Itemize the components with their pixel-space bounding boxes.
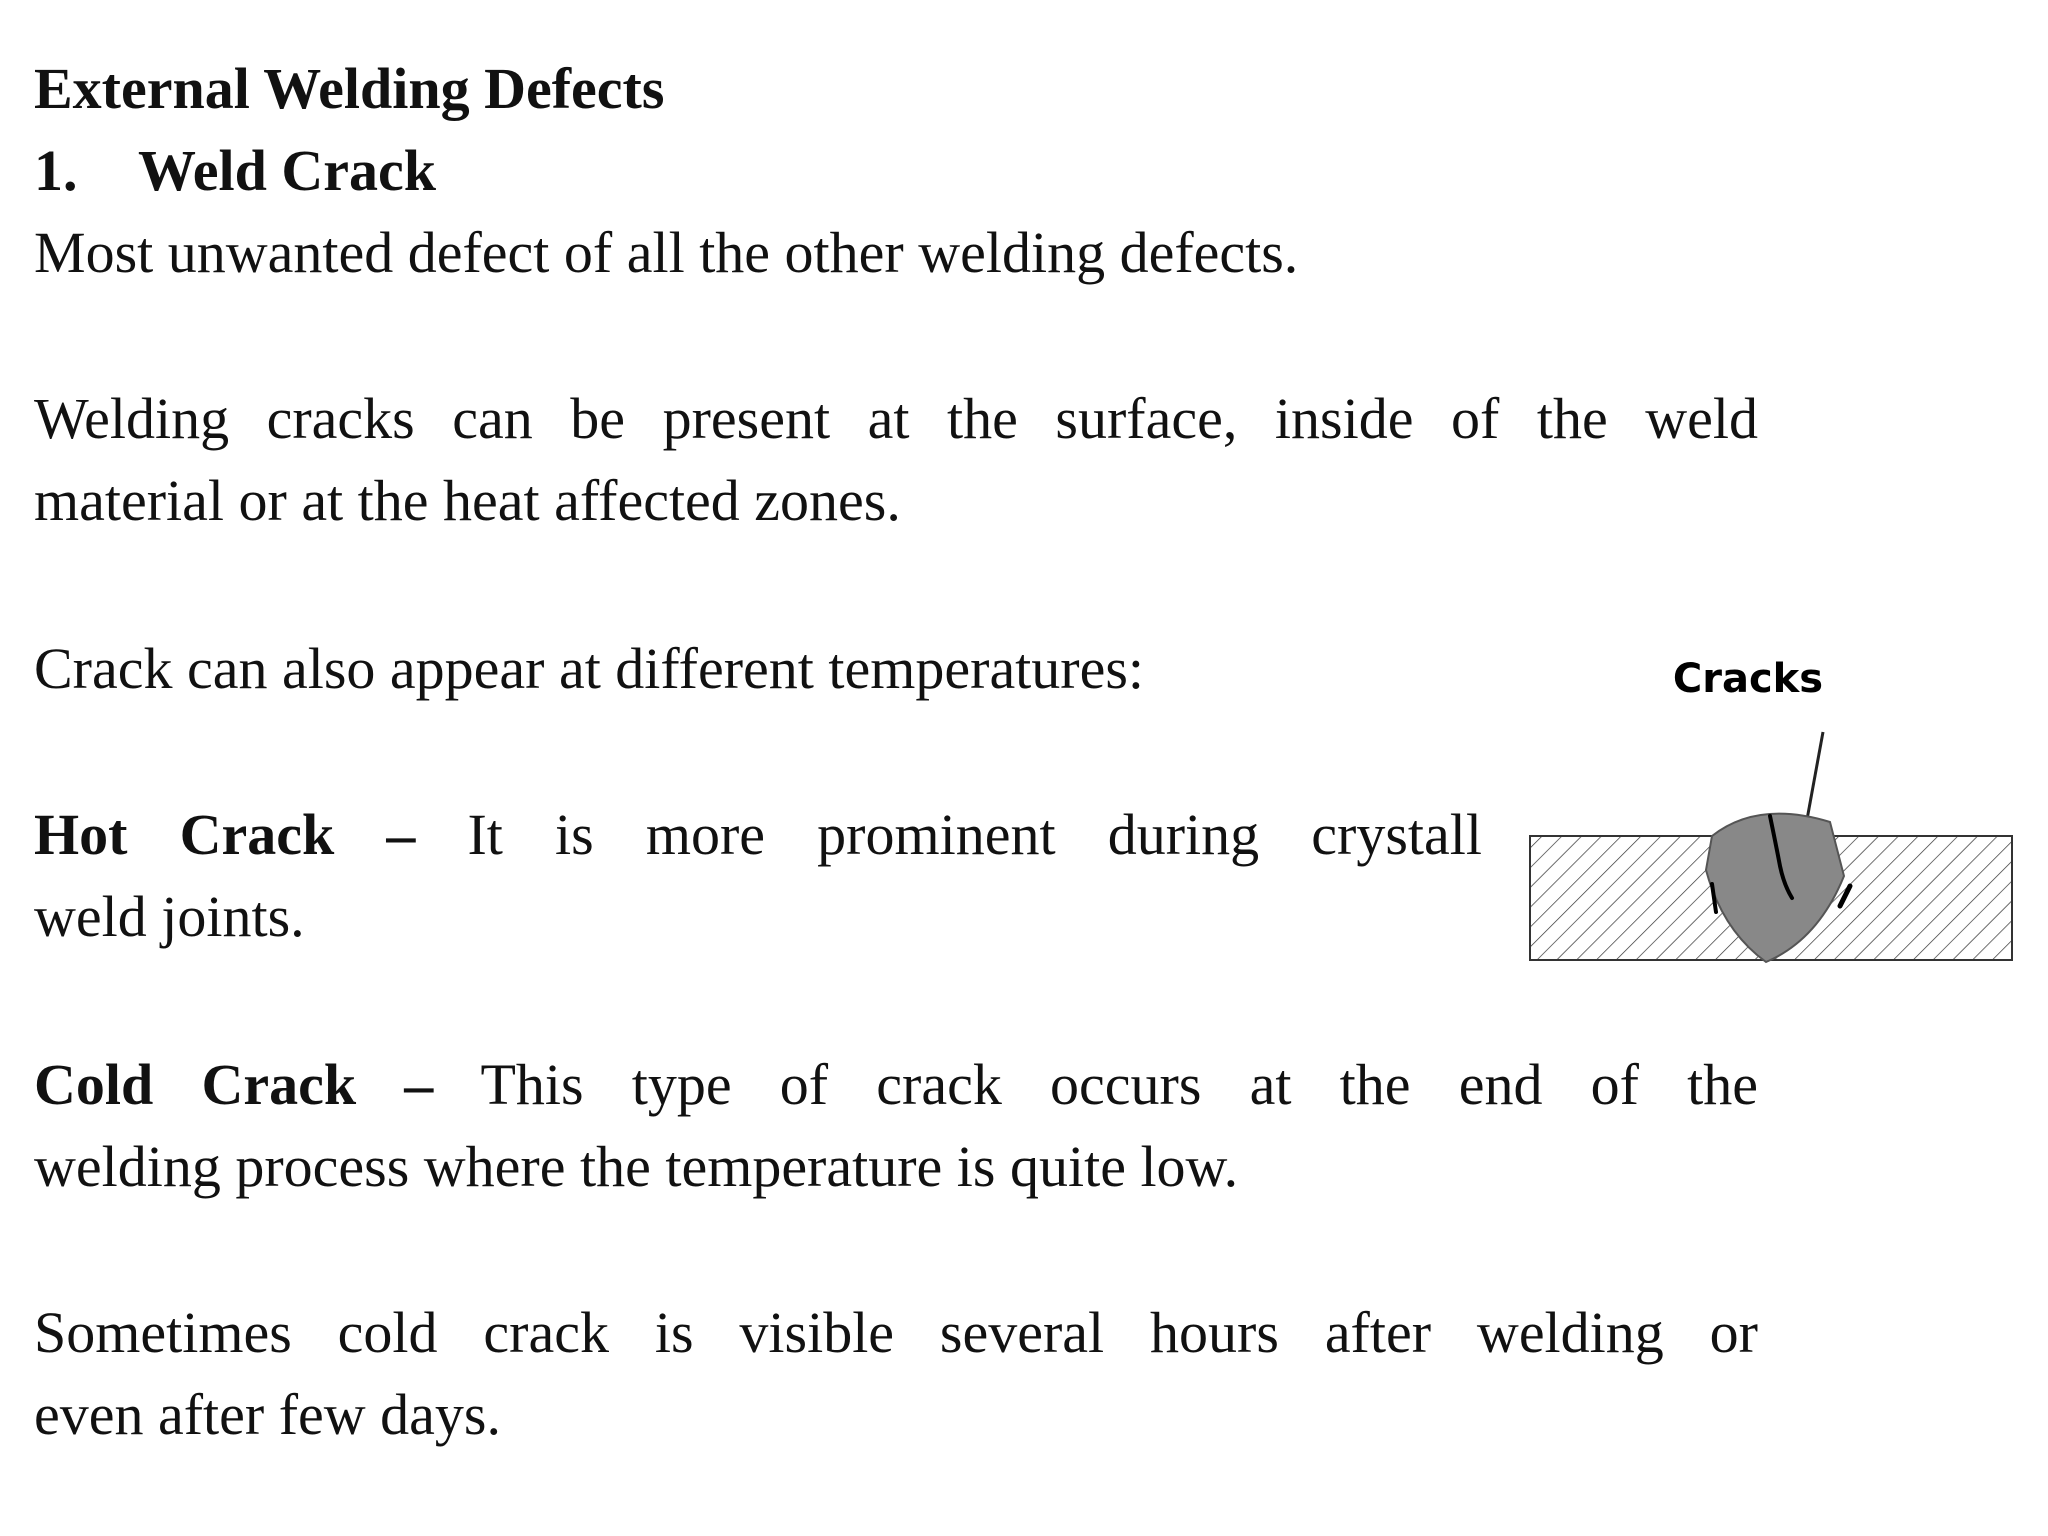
section-heading: [34, 130, 436, 212]
cold-crack-line-1: [34, 1044, 1758, 1126]
intro-paragraph: Most unwanted defect of all the other welding defects.: [34, 220, 1299, 285]
location-paragraph-line-1: Welding cracks can be present at the surface, inside of the weld: [34, 386, 1758, 451]
location-paragraph-line-2: material or at the heat affected zones.: [34, 468, 901, 533]
cold-crack-term: Cold Crack –: [34, 1052, 434, 1117]
weld-crack-diagram: [1500, 640, 2020, 980]
hot-crack-line-1: [34, 794, 1482, 876]
section-heading-text: Weld Crack: [138, 138, 437, 203]
sometimes-line-1: Sometimes cold crack is visible several hours after welding or: [34, 1300, 1758, 1365]
hot-crack-text: It is more prominent during crystall: [467, 802, 1482, 867]
cold-crack-line-2: welding process where the temperature is quite low.: [34, 1134, 1239, 1199]
page-title: External Welding Defects: [34, 56, 665, 121]
section-number: 1.: [34, 138, 78, 203]
cold-crack-text: This type of crack occurs at the end of the: [480, 1052, 1759, 1117]
temperatures-paragraph: Crack can also appear at different temperatures:: [34, 636, 1145, 701]
cracks-label: Cracks: [1672, 656, 1824, 702]
hot-crack-line-2: weld joints.: [34, 884, 305, 949]
hot-crack-term: Hot Crack –: [34, 802, 416, 867]
sometimes-line-2: even after few days.: [34, 1382, 501, 1447]
